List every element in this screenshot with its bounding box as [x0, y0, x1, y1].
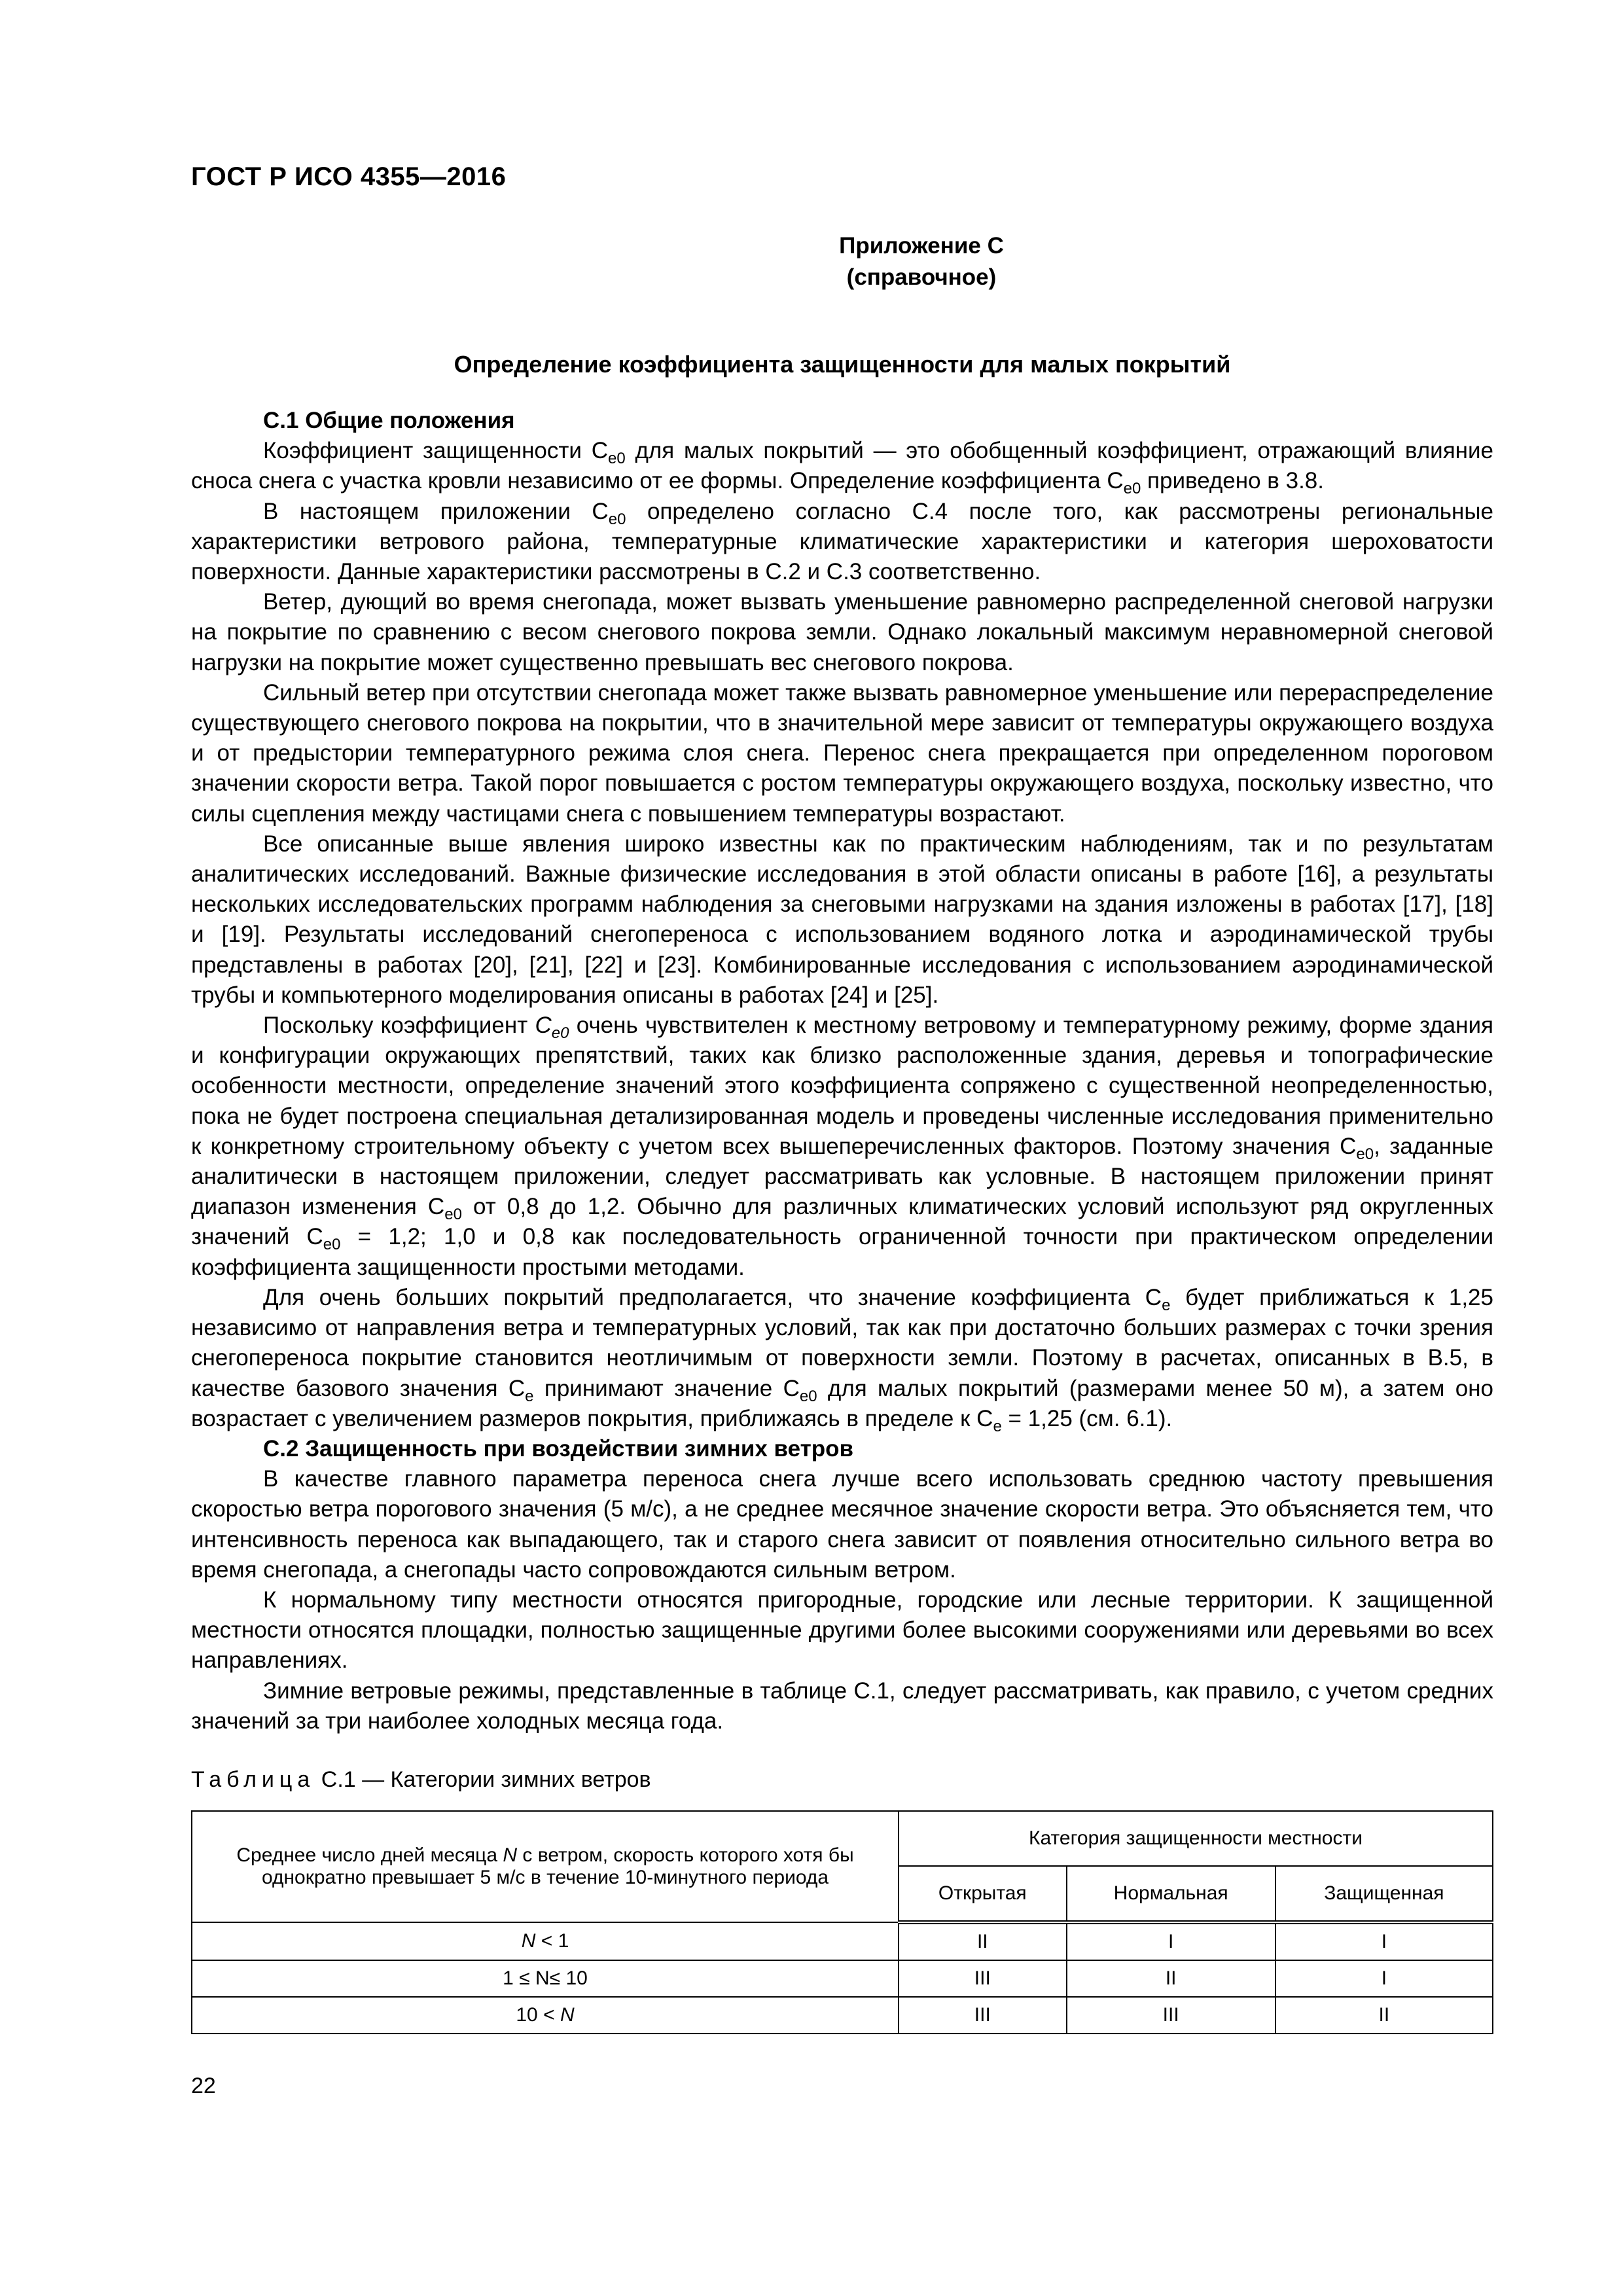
table-cell: I [1275, 1960, 1493, 1997]
document-body [191, 406, 1493, 1736]
table-cell: II [899, 1922, 1067, 1960]
row-label: 10 < N [192, 1997, 899, 2034]
table-caption: Таблица С.1 — Категории зимних ветров [191, 1767, 651, 1792]
winter-wind-categories-table [191, 1810, 1493, 2034]
row-label: 1 ≤ N≤ 10 [192, 1960, 899, 1997]
column-header: Нормальная [1067, 1866, 1275, 1922]
table-row [192, 1997, 1493, 2034]
paragraph: Сильный ветер при отсутствии снегопада может также вызвать равномерное уменьшение или перераспределение существующего снегового покрова на покрытии, что в значительной мере зависит от температуры окружающего воздуха и от предыстории температурного режима слоя снега. Перенос снега прекращается при определенном пороговом значении скорости ветра. Такой порог повышается с ростом температуры окружающего воздуха, поскольку известно, что силы сцепления между частицами снега с повышением температуры возрастают. [191, 679, 1493, 827]
table-cell: II [1275, 1997, 1493, 2034]
paragraph: Поскольку коэффициент $C_{e0}$ очень чувствителен к местному ветровому и температурному режиму, форме здания и конфигурации окружающих препятствий, таких как близко расположенные здания, деревья и топографические особенности местности, определение значений этого коэффициента сопряжено с существенной неопределенностью, пока не будет построена специальная детализированная модель и проведены численные исследования применительно к конкретному строительному объекту с учетом всех вышеперечисленных факторов. Поэтому значения $C_{e0}$, заданные аналитически в настоящем приложении, следует рассматривать как условные. В настоящем приложении принят диапазон изменения $C_{e0}$ от 0,8 до 1,2. Обычно для различных климатических условий используют ряд округленных значений $C_{e0} = 1,2$; 1,0 и 0,8 как последовательность ограниченной точности при практическом определении коэффициента защищенности простыми методами. [191, 1013, 1493, 1280]
paragraph: Ветер, дующий во время снегопада, может вызвать уменьшение равномерно распределенной снеговой нагрузки на покрытие по сравнению с весом снегового покрова земли. Однако локальный максимум неравномерной снеговой нагрузки на покрытие может существенно превышать вес снегового покрова. [191, 589, 1493, 675]
table-cell: I [1275, 1922, 1493, 1960]
standard-designation: ГОСТ Р ИСО 4355—2016 [191, 162, 507, 191]
section-heading-c2: С.2 Защищенность при воздействии зимних ветров [263, 1435, 854, 1462]
paragraph: Зимние ветровые режимы, представленные в таблице С.1, следует рассматривать, как правило, с учетом средних значений за три наиболее холодных месяца года. [191, 1677, 1493, 1734]
paragraph: В настоящем приложении $C_{e0}$ определено согласно С.4 после того, как рассмотрены региональные характеристики ветрового района, температурные климатические характеристики и категория шероховатости поверхности. Данные характеристики рассмотрены в С.2 и С.3 соответственно. [191, 498, 1493, 585]
appendix-subtitle: (справочное) [846, 264, 997, 290]
row-header-cell: Среднее число дней месяца N с ветром, скорость которого хотя бы однократно превышает 5 м/с в течение 10-минутного периода [192, 1811, 899, 1922]
row-label: N < 1 [192, 1922, 899, 1960]
appendix-title: Приложение С [839, 233, 1004, 259]
table-cell: I [1067, 1922, 1275, 1960]
table-row [192, 1960, 1493, 1997]
table-cell: III [899, 1997, 1067, 2034]
table-cell: II [1067, 1960, 1275, 1997]
paragraph: В качестве главного параметра переноса снега лучше всего использовать среднюю частоту превышения скоростью ветра порогового значения (5 м/с), а не среднее месячное значение скорости ветра. Это объясняется тем, что интенсивность переноса как выпадающего, так и старого снега зависит от появления относительно сильного ветра во время снегопада, а снегопады часто сопровождаются сильным ветром. [191, 1466, 1493, 1583]
group-header-cell: Категория защищенности местности [899, 1811, 1493, 1866]
table-cell: III [899, 1960, 1067, 1997]
column-header: Открытая [899, 1866, 1067, 1922]
paragraph: Все описанные выше явления широко известны как по практическим наблюдениям, так и по результатам аналитических исследований. Важные физические исследования в этой области описаны в работе [16], а результаты нескольких исследовательских программ наблюдения за снеговыми нагрузками на здания изложены в работах [17], [18] и [19]. Результаты исследований снегопереноса с использованием водяного лотка и аэродинамической трубы представлены в работах [20], [21], [22] и [23]. Комбинированные исследования с использованием аэродинамической трубы и компьютерного моделирования описаны в работах [24] и [25]. [191, 831, 1493, 1008]
table-cell: III [1067, 1997, 1275, 2034]
column-header: Защищенная [1275, 1866, 1493, 1922]
page-number: 22 [191, 2073, 216, 2098]
appendix-heading [0, 230, 1623, 293]
section-heading-c1: С.1 Общие положения [263, 408, 515, 433]
paragraph: Для очень больших покрытий предполагается, что значение коэффициента $C_e$ будет приближаться к 1,25 независимо от направления ветра и температурных условий, так как при достаточно больших размерах с точки зрения снегопереноса покрытие становится неотличимым от поверхности земли. Поэтому в расчетах, описанных в В.5, в качестве базового значения $C_e$ принимают значение $C_{e0}$ для малых покрытий (размерами менее 50 м), а затем оно возрастает с увеличением размеров покрытия, приближаясь в пределе к $C_e = 1,25$ (см. 6.1). [191, 1284, 1494, 1435]
table-row [192, 1922, 1493, 1960]
paragraph: К нормальному типу местности относятся пригородные, городские или лесные территории. К защищенной местности относятся площадки, полностью защищенные другими более высокими сооружениями или деревьями во всех направлениях. [191, 1587, 1493, 1674]
appendix-main-title: Определение коэффициента защищенности для малых покрытий [454, 351, 1231, 378]
paragraph: Коэффициент защищенности $C_{e0}$ для малых покрытий — это обобщенный коэффициент, отражающий влияние сноса снега с участка кровли независимо от ее формы. Определение коэффициента $C_{e0}$ приведено в 3.8. [191, 438, 1493, 498]
